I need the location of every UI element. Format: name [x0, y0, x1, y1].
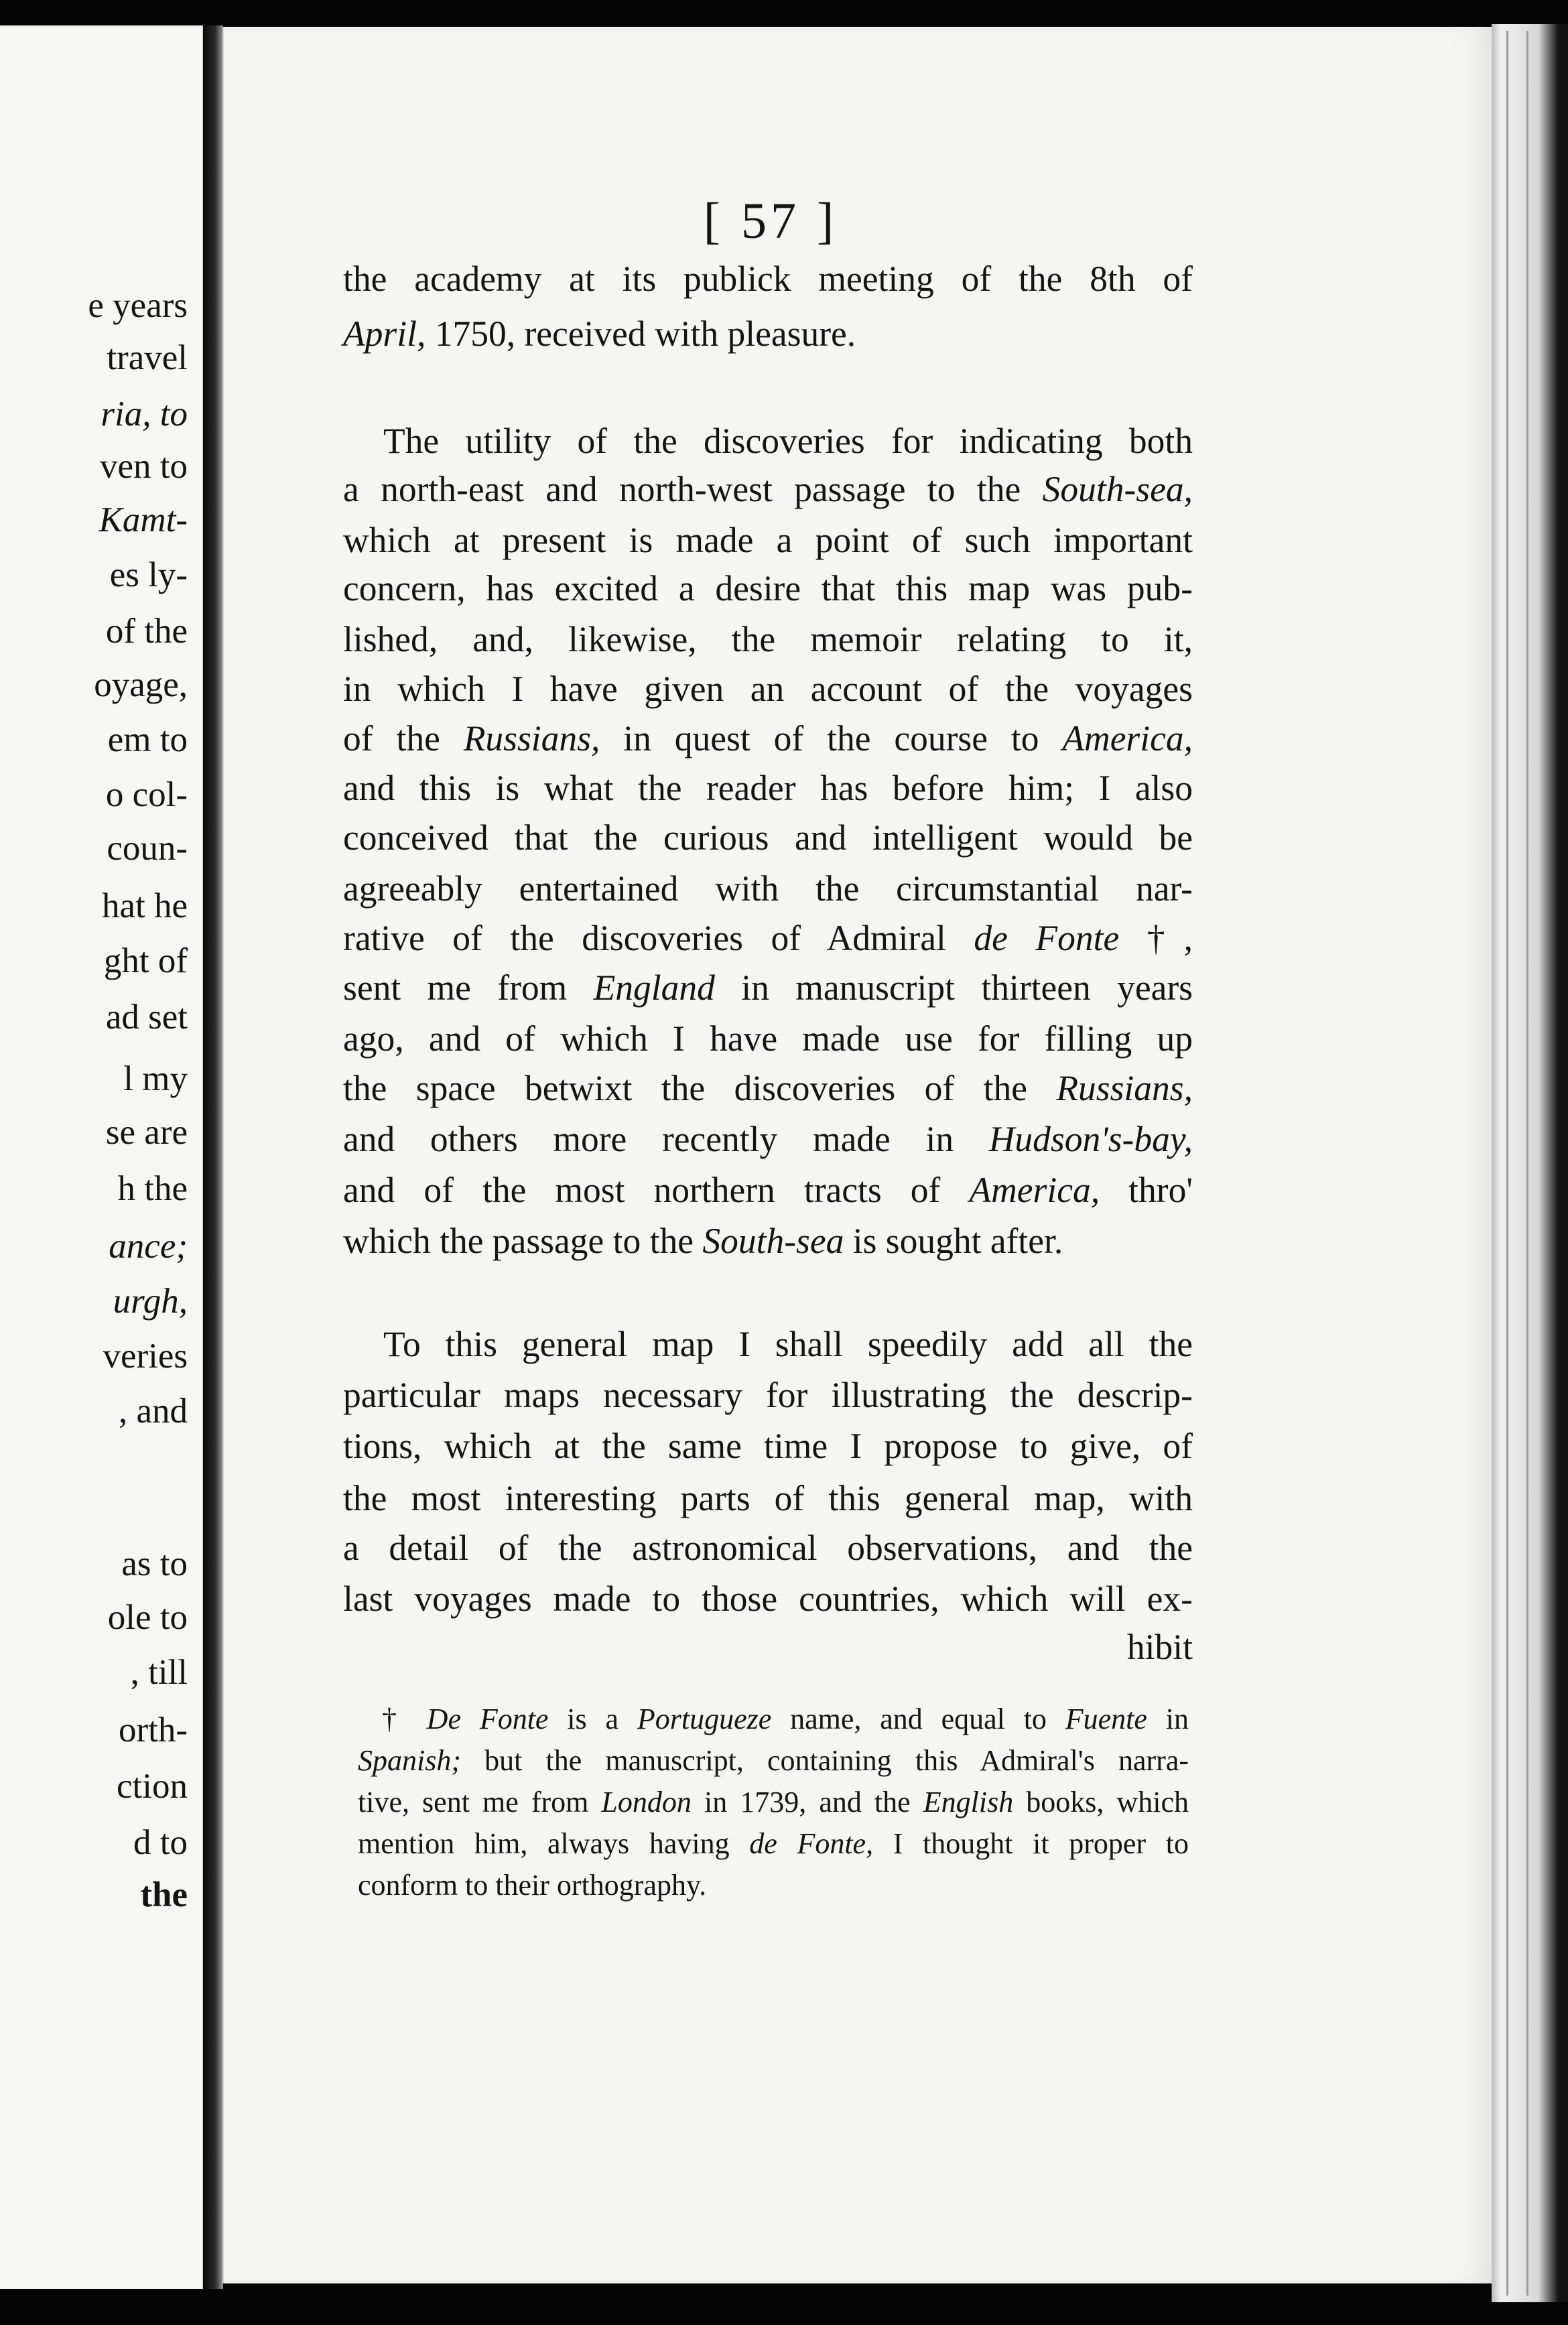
text-segment: † — [382, 1703, 427, 1735]
text-line — [343, 1119, 1193, 1159]
text-line — [343, 1068, 1193, 1108]
text-segment: and this is what the reader has before him; I also — [343, 768, 1193, 808]
text-line — [343, 817, 1193, 858]
text-line — [343, 1581, 1193, 1617]
left-page-fragment: coun- — [107, 829, 188, 868]
text-segment: 1750, received with pleasure. — [426, 314, 856, 354]
left-page-fragment: the — [140, 1875, 188, 1914]
italic-text: April, — [343, 314, 426, 354]
left-page-fragment: d to — [133, 1823, 188, 1862]
italic-text: de Fonte — [974, 918, 1120, 958]
text-line — [343, 671, 1193, 708]
italic-text: Russians, — [1056, 1068, 1193, 1108]
book-gutter — [203, 25, 223, 2289]
text-segment: conceived that the curious and intelligent would be — [343, 817, 1193, 858]
left-page-fragment: e years — [88, 286, 188, 325]
text-segment: of the — [343, 718, 464, 758]
text-segment: in 1739, and the — [691, 1786, 923, 1818]
text-segment: the most interesting parts of this general map, with — [343, 1478, 1193, 1518]
left-page-fragment: ria, to — [101, 395, 188, 434]
text-segment: I thought it proper to — [873, 1827, 1189, 1860]
text-segment: books, which — [1013, 1786, 1189, 1818]
left-page-fragment: veries — [103, 1337, 188, 1376]
footnote-line — [358, 1829, 1189, 1859]
left-page-fragment: oyage, — [94, 665, 188, 704]
text-segment: sent me from — [343, 968, 594, 1008]
italic-text: America, — [1062, 718, 1193, 758]
text-segment: ago, and of which I have made use for filling up — [343, 1018, 1193, 1059]
left-page-fragment: Kamt- — [99, 501, 188, 539]
text-segment: in — [1147, 1703, 1189, 1735]
page-edge — [1492, 24, 1568, 2302]
text-line — [343, 568, 1193, 608]
text-segment: the space betwixt the discoveries of the — [343, 1068, 1057, 1108]
footnote-line — [358, 1746, 1189, 1776]
text-segment: The utility of the discoveries for indicating both — [383, 421, 1193, 461]
italic-text: South-sea — [702, 1221, 844, 1261]
text-line — [343, 1018, 1193, 1059]
text-segment: a detail of the astronomical observations, and the — [343, 1528, 1193, 1568]
text-segment: lished, and, likewise, the memoir relating to it, — [343, 619, 1193, 659]
text-segment: and others more recently made in — [343, 1119, 989, 1159]
text-segment: conform to their orthography. — [358, 1869, 707, 1902]
text-segment: in quest of the course to — [600, 718, 1063, 758]
text-line — [343, 1375, 1193, 1415]
text-segment: the academy at its publick meeting of the 8th of — [343, 259, 1193, 299]
text-segment: last voyages made to those countries, which will ex- — [343, 1579, 1193, 1619]
page-number: [ 57 ] — [703, 193, 838, 249]
text-segment: is a — [548, 1703, 637, 1735]
left-page-fragment: o col- — [105, 775, 188, 814]
text-line — [343, 718, 1193, 758]
left-page-fragment: ven to — [100, 447, 188, 486]
left-page-fragment: hat he — [101, 886, 188, 925]
text-segment: tions, which at the same time I propose to give, of — [343, 1426, 1193, 1466]
text-segment: †, — [1119, 918, 1193, 958]
text-line — [343, 316, 1193, 352]
italic-text: Russians, — [463, 718, 600, 758]
text-segment: particular maps necessary for illustrating the descrip- — [343, 1375, 1193, 1415]
left-page-fragment: ction — [117, 1767, 188, 1806]
left-page-fragment: , and — [118, 1392, 188, 1431]
text-line — [383, 423, 1193, 460]
italic-text: Spanish; — [358, 1744, 461, 1777]
italic-text: England — [593, 968, 715, 1008]
left-page-fragment: l my — [123, 1059, 188, 1098]
text-line — [343, 469, 1193, 509]
text-segment: in which I have given an account of the voyages — [343, 669, 1193, 709]
text-segment: hibit — [1126, 1627, 1193, 1667]
italic-text: Portugueze — [637, 1703, 772, 1735]
text-line — [343, 261, 1193, 297]
left-page-fragment: orth- — [118, 1711, 188, 1749]
left-page-fragment: as to — [121, 1544, 188, 1583]
text-segment: agreeably entertained with the circumstantial nar- — [343, 868, 1193, 909]
italic-text: South-sea, — [1042, 469, 1193, 509]
text-line — [343, 1426, 1193, 1466]
left-page-fragment: ght of — [103, 941, 188, 980]
left-page-fragment: se are — [105, 1113, 188, 1152]
italic-text: de Fonte, — [749, 1827, 874, 1860]
text-segment: and of the most northern tracts of — [343, 1170, 970, 1210]
text-line — [343, 868, 1193, 909]
catchword — [343, 1627, 1193, 1667]
text-segment: in manuscript thirteen years — [714, 968, 1193, 1008]
italic-text: America, — [969, 1170, 1100, 1210]
italic-text: Hudson's-bay, — [988, 1119, 1193, 1159]
footnote-line — [358, 1871, 1189, 1900]
left-page-fragment: urgh, — [113, 1282, 188, 1321]
text-segment: is sought after. — [844, 1221, 1063, 1261]
left-page — [0, 25, 204, 2289]
left-page-fragment: ance; — [109, 1227, 188, 1266]
text-segment: thro' — [1100, 1170, 1193, 1210]
text-line — [343, 1530, 1193, 1567]
italic-text: London — [601, 1786, 692, 1818]
text-line — [343, 918, 1193, 958]
left-page-fragment: es ly- — [109, 555, 188, 594]
footnote-line — [358, 1788, 1189, 1817]
footnote-line — [382, 1705, 1189, 1734]
left-page-fragment: travel — [107, 338, 188, 377]
text-segment: tive, sent me from — [358, 1786, 602, 1818]
italic-text: English — [923, 1786, 1014, 1818]
text-line — [343, 768, 1193, 808]
left-page-fragment: h the — [117, 1169, 188, 1208]
text-segment: To this general map I shall speedily add all the — [383, 1324, 1193, 1364]
left-page-fragment: , till — [130, 1653, 188, 1692]
text-line — [343, 619, 1193, 659]
left-page-fragment: ad set — [105, 998, 188, 1037]
text-segment: but the manuscript, containing this Admiral's narra- — [461, 1744, 1189, 1777]
text-line — [343, 1170, 1193, 1210]
text-line — [383, 1324, 1193, 1364]
left-page-fragment: of the — [105, 612, 188, 651]
text-segment: mention him, always having — [358, 1827, 750, 1860]
text-segment: which the passage to the — [343, 1221, 703, 1261]
text-segment: name, and equal to — [771, 1703, 1065, 1735]
left-page-fragment: em to — [107, 720, 188, 759]
text-segment: rative of the discoveries of Admiral — [343, 918, 974, 958]
text-line — [343, 1478, 1193, 1518]
text-segment: which at present is made a point of such important — [343, 520, 1193, 560]
text-line — [343, 520, 1193, 560]
text-line — [343, 1223, 1193, 1260]
text-line — [343, 970, 1193, 1006]
italic-text: Fuente — [1065, 1703, 1147, 1735]
left-page-fragment: ole to — [107, 1598, 188, 1637]
text-segment: a north-east and north-west passage to the — [343, 469, 1043, 509]
italic-text: De Fonte — [426, 1703, 549, 1735]
text-segment: concern, has excited a desire that this map was pub- — [343, 568, 1193, 608]
